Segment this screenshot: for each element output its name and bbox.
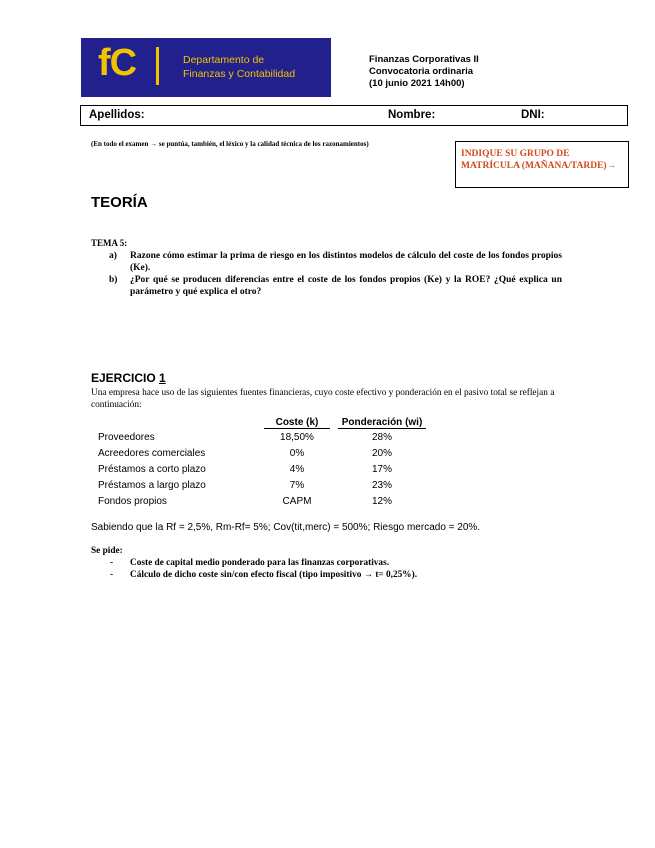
given-data: Sabiendo que la Rf = 2,5%, Rm-Rf= 5%; Cov(tit,merc) = 500%; Riesgo mercado = 20%. xyxy=(91,522,481,533)
item-dash: - xyxy=(110,558,114,568)
grupo-label: INDIQUE SU GRUPO DE MATRÍCULA (MAÑANA/TARDE)→ xyxy=(461,149,617,171)
dni-label: DNI: xyxy=(521,109,545,121)
ejercicio-title: EJERCICIO xyxy=(91,371,160,385)
course-title: Finanzas Corporativas II xyxy=(369,54,479,65)
nombre-label: Nombre: xyxy=(388,109,436,121)
row-name: Préstamos a largo plazo xyxy=(98,480,206,491)
question-text: Razone cómo estimar la prima de riesgo en los distintos modelos de cálculo del coste de los fondos propios (Ke). xyxy=(130,251,562,273)
ejercicio-number: 1 xyxy=(159,371,166,385)
se-pide-label: Se pide: xyxy=(91,546,123,556)
ejercicio-intro: Una empresa hace uso de las siguientes fuentes financieras, cuyo coste efectivo y ponderación en el pasivo total se reflejan a continuación: xyxy=(91,388,555,410)
row-ponderacion: 20% xyxy=(371,448,392,459)
question-label: b) xyxy=(109,275,118,285)
row-coste: CAPM xyxy=(282,496,312,507)
header-coste: Coste (k) xyxy=(264,417,330,429)
row-coste: 7% xyxy=(289,480,305,491)
dept-name-line1: Departamento de xyxy=(183,54,265,66)
item-dash: - xyxy=(110,570,114,580)
dept-name-line2: Finanzas y Contabilidad xyxy=(183,68,296,80)
exam-date: (10 junio 2021 14h00) xyxy=(369,78,465,89)
row-ponderacion: 17% xyxy=(371,464,392,475)
apellidos-label: Apellidos: xyxy=(89,109,145,121)
row-coste: 18,50% xyxy=(280,432,314,443)
question-label: a) xyxy=(109,251,117,261)
header-ponderacion: Ponderación (wi) xyxy=(338,417,426,429)
row-ponderacion: 12% xyxy=(371,496,392,507)
row-coste: 0% xyxy=(289,448,305,459)
row-ponderacion: 23% xyxy=(371,480,392,491)
row-name: Acreedores comerciales xyxy=(98,448,206,459)
row-name: Fondos propios xyxy=(98,496,167,507)
section-title-teoria: TEORÍA xyxy=(91,194,148,211)
logo-mark: fC xyxy=(98,42,137,84)
tema-label: TEMA 5: xyxy=(91,238,128,248)
row-coste: 4% xyxy=(289,464,305,475)
student-id-box[interactable] xyxy=(80,105,628,126)
grading-note: (En todo el examen → se puntúa, también, el léxico y la calidad técnica de los razonamientos) xyxy=(91,140,369,148)
exam-session: Convocatoria ordinaria xyxy=(369,66,473,77)
question-a xyxy=(109,250,564,274)
item-text: Cálculo de dicho coste sin/con efecto fiscal (tipo impositivo → t= 0,25%). xyxy=(130,570,418,580)
row-ponderacion: 28% xyxy=(371,432,392,443)
question-text: ¿Por qué se producen diferencias entre el coste de los fondos propios (Ke) y la ROE? ¿Qué explica un parámetro y qué explica el otro? xyxy=(130,275,562,297)
row-name: Proveedores xyxy=(98,432,155,443)
row-name: Préstamos a corto plazo xyxy=(98,464,206,475)
logo-divider xyxy=(156,47,159,85)
question-b xyxy=(109,274,564,298)
item-text: Coste de capital medio ponderado para las finanzas corporativas. xyxy=(130,558,390,568)
section-title-ejercicio xyxy=(91,371,166,385)
